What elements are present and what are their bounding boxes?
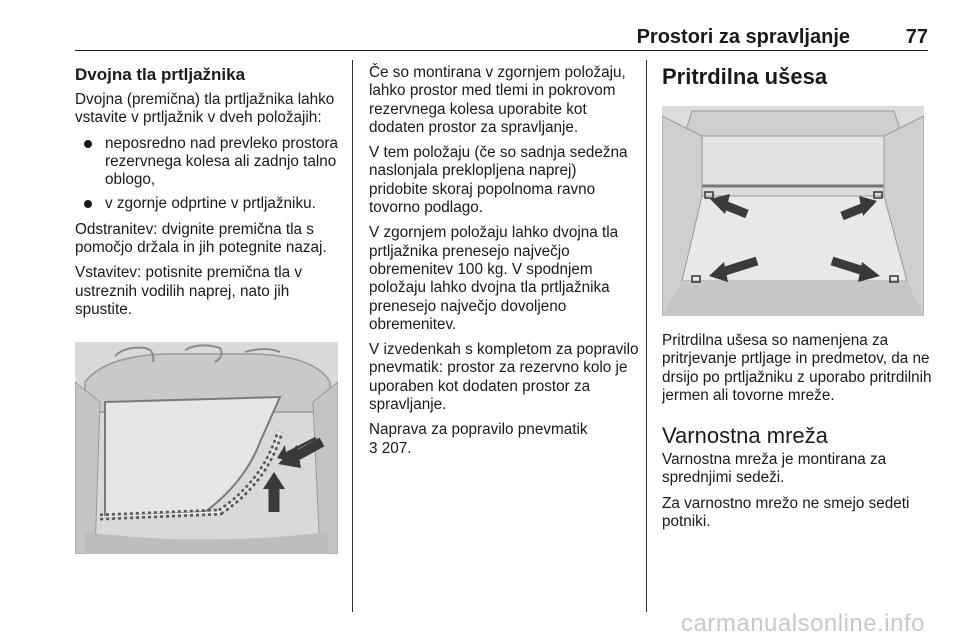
- section-heading: Dvojna tla prtljažnika: [75, 65, 246, 84]
- column-divider: [352, 60, 353, 612]
- paragraph: Pritrdilna ušesa so namenjena za pritrjevanje prtljage in predmetov, da ne drsijo po prtljažniku z uporabo pritrdilnih jermen ali tovorne mreže.: [662, 332, 932, 404]
- watermark: carmanualsonline.info: [681, 610, 925, 637]
- paragraph: V zgornjem položaju lahko dvojna tla prtljažnika prenesejo največjo obremenitev 100 kg. V spodnjem položaju lahko dvojna tla prtljažnika prenesejo največjo dovoljeno obremenitev.: [369, 224, 619, 333]
- column-left: [75, 64, 343, 326]
- column-right: [662, 64, 932, 538]
- trunk-double-floor-figure: [75, 342, 338, 554]
- page-header: [75, 0, 928, 51]
- section-heading: Varnostna mreža: [662, 423, 828, 449]
- paragraph: Vstavitev: potisnite premična tla v ustreznih vodilih naprej, nato jih spustite.: [75, 264, 303, 318]
- paragraph: Če so montirana v zgornjem položaju, lahko prostor med tlemi in pokrovom rezervnega kolesa uporabite kot dodaten prostor za spravljanje.: [369, 64, 626, 136]
- page-number: 77: [905, 26, 928, 48]
- section-title: Prostori za spravljanje: [636, 26, 850, 48]
- bullet-icon: [84, 200, 92, 208]
- column-divider: [646, 60, 647, 612]
- paragraph: [369, 421, 639, 458]
- section-heading: Pritrdilna ušesa: [662, 64, 828, 89]
- column-middle: [369, 64, 639, 465]
- page-reference-link[interactable]: 3 207.: [369, 439, 412, 457]
- paragraph: Varnostna mreža je montirana za sprednjimi sedeži.: [662, 451, 887, 487]
- reference-text: Naprava za popravilo pnevmatik: [369, 421, 588, 439]
- paragraph: Dvojna (premična) tla prtljažnika lahko vstavite v prtljažnik v dveh položajih:: [75, 91, 335, 127]
- list-item: neposredno nad prevleko prostora rezervnega kolesa ali zadnjo talno oblogo,: [75, 135, 343, 190]
- tie-down-loops-figure: [662, 106, 924, 316]
- bullet-icon: [84, 140, 92, 148]
- bullet-list: [75, 135, 343, 214]
- list-item: v zgornje odprtine v prtljažniku.: [75, 195, 343, 213]
- paragraph: Odstranitev: dvignite premična tla s pomočjo držala in jih potegnite nazaj.: [75, 220, 327, 257]
- paragraph: V tem položaju (če so sadnja sedežna naslonjala preklopljena naprej) pridobite skoraj popolnoma ravno tovorno podlago.: [369, 144, 628, 217]
- paragraph: Za varnostno mrežo ne smejo sedeti potniki.: [662, 494, 910, 531]
- paragraph: V izvedenkah s kompletom za popravilo pnevmatik: prostor za rezervno kolo je uporaben kot dodaten prostor za spravljanje.: [369, 341, 639, 414]
